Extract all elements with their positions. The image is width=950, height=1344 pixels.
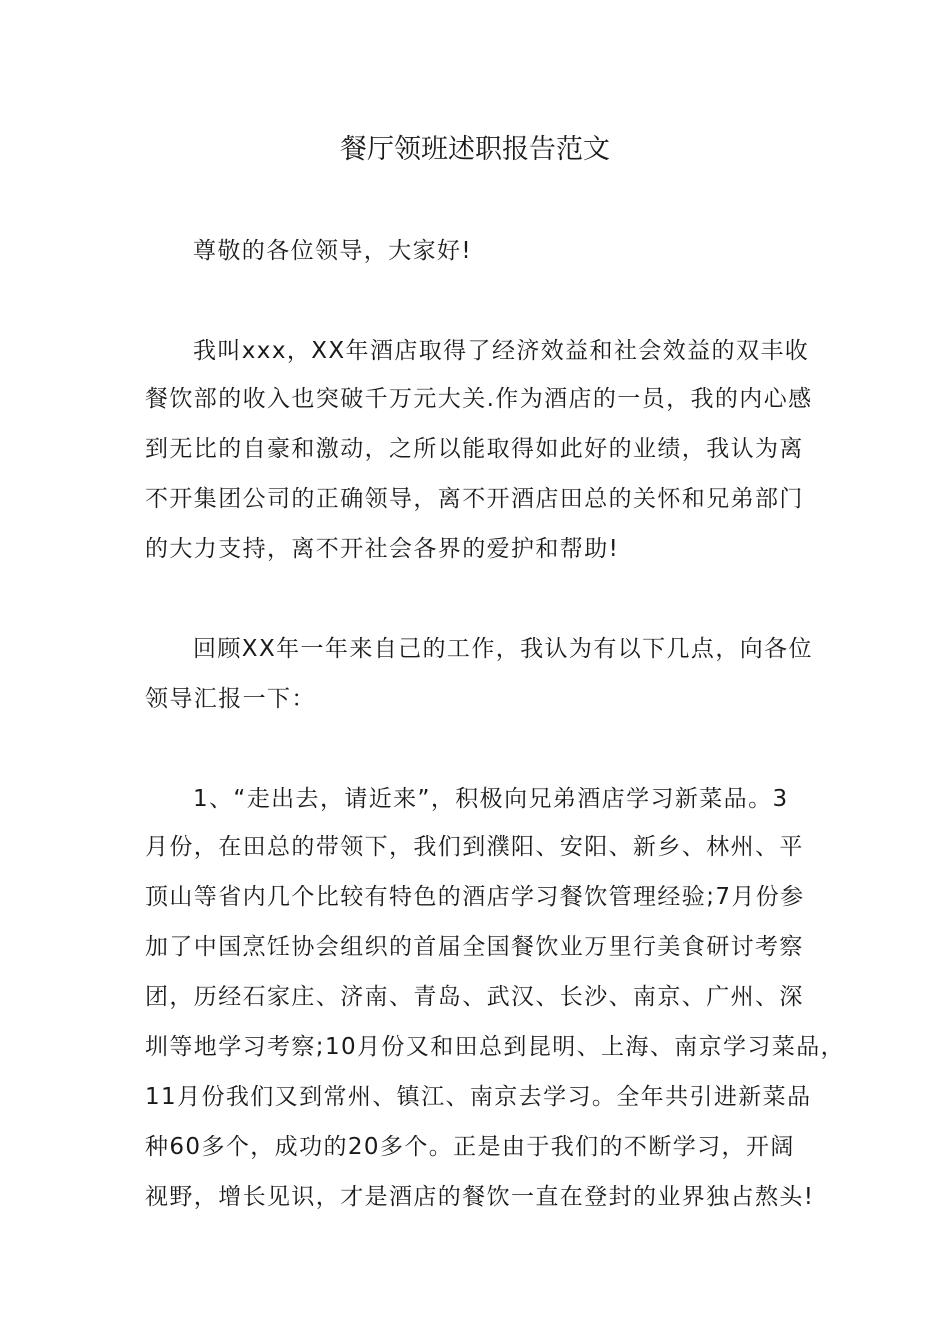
paragraph-1-line-5: 的大力支持，离不开社会各界的爱护和帮助! xyxy=(145,536,620,562)
greeting-line: 尊敬的各位领导，大家好! xyxy=(193,238,473,264)
paragraph-1-line-3: 到无比的自豪和激动，之所以能取得如此好的业绩，我认为离 xyxy=(145,436,804,462)
paragraph-3-line-3: 顶山等省内几个比较有特色的酒店学习餐饮管理经验;7月份参 xyxy=(145,884,805,910)
paragraph-3-line-9: 视野，增长见识，才是酒店的餐饮一直在登封的业界独占熬头! xyxy=(145,1184,815,1210)
paragraph-1-line-2: 餐饮部的收入也突破千万元大关.作为酒店的一员，我的内心感 xyxy=(145,386,813,412)
paragraph-3-line-6: 圳等地学习考察;10月份又和田总到昆明、上海、南京学习菜品， xyxy=(145,1034,846,1060)
paragraph-3-line-5: 团，历经石家庄、济南、青岛、武汉、长沙、南京、广州、深 xyxy=(145,984,804,1010)
paragraph-1-line-1: 我叫xxx，XX年酒店取得了经济效益和社会效益的双丰收 xyxy=(193,338,810,364)
paragraph-3-line-1: 1、“走出去，请近来”，积极向兄弟酒店学习新菜品。3 xyxy=(193,786,789,812)
paragraph-3-line-8: 种60多个，成功的20多个。正是由于我们的不断学习，开阔 xyxy=(145,1134,795,1160)
paragraph-1-line-4: 不开集团公司的正确领导，离不开酒店田总的关怀和兄弟部门 xyxy=(145,486,804,512)
paragraph-3-line-4: 加了中国烹饪协会组织的首届全国餐饮业万里行美食研讨考察 xyxy=(145,934,804,960)
paragraph-3-line-2: 月份，在田总的带领下，我们到濮阳、安阳、新乡、林州、平 xyxy=(145,834,804,860)
paragraph-2-line-2: 领导汇报一下： xyxy=(145,686,316,712)
paragraph-2-line-1: 回顾XX年一年来自己的工作，我认为有以下几点，向各位 xyxy=(193,636,813,662)
paragraph-3-line-7: 11月份我们又到常州、镇江、南京去学习。全年共引进新菜品 xyxy=(145,1084,812,1110)
document-title: 餐厅领班述职报告范文 xyxy=(340,134,610,165)
